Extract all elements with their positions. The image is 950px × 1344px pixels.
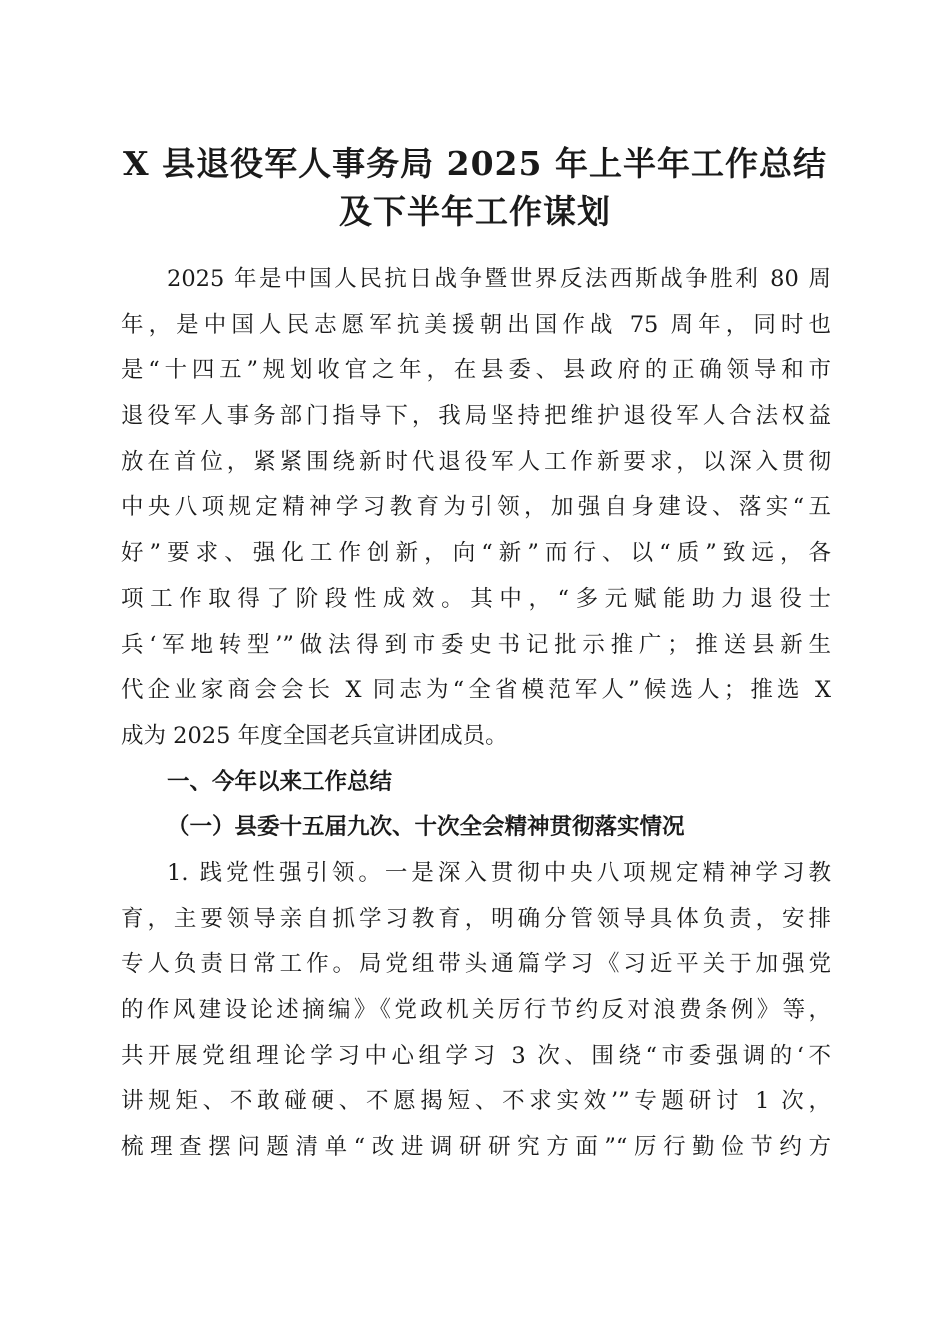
document-body [121,257,831,1171]
paragraph-line: 1. 践党性强引领。一是深入贯彻中央八项规定精神学习教 [167,859,831,886]
intro-paragraph [121,257,831,760]
paragraph-line: 的作风建设论述摘编》《党政机关厉行节约反对浪费条例》等， [121,997,831,1023]
paragraph-line: 放在首位，紧紧围绕新时代退役军人工作新要求，以深入贯彻 [121,448,831,475]
paragraph-line: 兵‘军地转型’”做法得到市委史书记批示推广；推送县新生 [121,631,831,658]
paragraph-line: 中央八项规定精神学习教育为引领，加强自身建设、落实“五 [121,494,831,521]
paragraph-line: 专人负责日常工作。局党组带头通篇学习《习近平关于加强党 [121,951,831,978]
paragraph-line: 讲规矩、不敢碰硬、不愿揭短、不求实效’”专题研讨 1 次， [121,1088,831,1115]
paragraph-line: 项工作取得了阶段性成效。其中，“多元赋能助力退役士 [121,585,831,612]
paragraph-line: 退役军人事务部门指导下，我局坚持把维护退役军人合法权益 [121,403,831,430]
paragraph-line: 是“十四五”规划收官之年，在县委、县政府的正确领导和市 [121,357,831,384]
document-title-line-1: X 县退役军人事务局 2025 年上半年工作总结 [123,144,827,183]
paragraph-line: 好”要求、强化工作创新，向“新”而行、以“质”致远，各 [121,540,831,567]
paragraph-line: 代企业家商会会长 X 同志为“全省模范军人”候选人；推选 X [121,677,831,704]
paragraph-line: 育，主要领导亲自抓学习教育，明确分管领导具体负责，安排 [121,905,831,932]
section-heading: 一、今年以来工作总结 [167,768,393,795]
paragraph-line: 年，是中国人民志愿军抗美援朝出国作战 75 周年，同时也 [121,311,831,338]
paragraph-line: 共开展党组理论学习中心组学习 3 次、围绕“市委强调的‘不 [121,1042,831,1069]
paragraph-line: 梳理查摆问题清单“改进调研研究方面”“厉行勤俭节约方 [121,1134,831,1161]
item-paragraph [121,851,831,1171]
paragraph-line: 成为 2025 年度全国老兵宣讲团成员。 [121,722,508,749]
document-title-line-2: 及下半年工作谋划 [339,192,611,231]
paragraph-line: 2025 年是中国人民抗日战争暨世界反法西斯战争胜利 80 周 [167,266,831,292]
subsection-heading: （一）县委十五届九次、十次全会精神贯彻落实情况 [167,814,685,841]
